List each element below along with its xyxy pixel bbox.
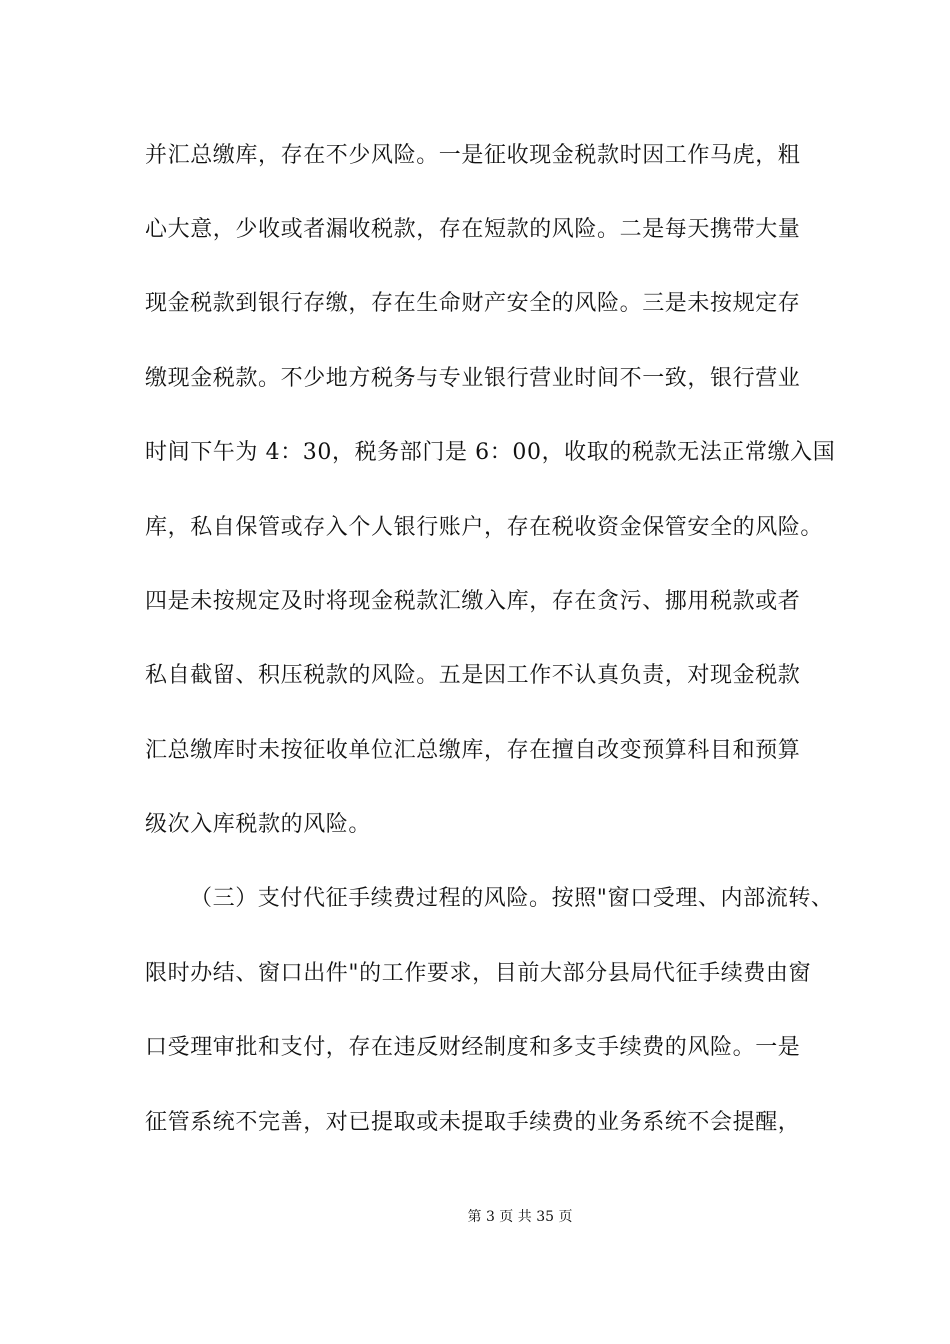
body-text-line: 汇总缴库时未按征收单位汇总缴库，存在擅自改变预算科目和预算 xyxy=(145,738,801,763)
body-text-line: 征管系统不完善，对已提取或未提取手续费的业务系统不会提醒， xyxy=(145,1110,801,1135)
section-heading-line: （三）支付代征手续费过程的风险。按照"窗口受理、内部流转、 xyxy=(190,886,834,911)
body-text-line: 四是未按规定及时将现金税款汇缴入库，存在贪污、挪用税款或者 xyxy=(145,589,801,614)
body-text-line: 私自截留、积压税款的风险。五是因工作不认真负责，对现金税款 xyxy=(145,663,801,688)
body-text-line: 级次入库税款的风险。 xyxy=(145,812,372,837)
body-text-line: 心大意，少收或者漏收税款，存在短款的风险。二是每天携带大量 xyxy=(145,217,801,242)
body-text-line: 缴现金税款。不少地方税务与专业银行营业时间不一致，银行营业 xyxy=(145,366,801,391)
page-number-footer: 第 3 页 共 35 页 xyxy=(467,1209,573,1225)
body-text-line: 并汇总缴库，存在不少风险。一是征收现金税款时因工作马虎，粗 xyxy=(145,143,801,168)
body-text-line: 限时办结、窗口出件"的工作要求，目前大部分县局代征手续费由窗 xyxy=(145,961,812,986)
body-text-line: 现金税款到银行存缴，存在生命财产安全的风险。三是未按规定存 xyxy=(145,291,801,316)
body-text-line: 口受理审批和支付，存在违反财经制度和多支手续费的风险。一是 xyxy=(145,1035,801,1060)
body-text-line: 库，私自保管或存入个人银行账户，存在税收资金保管安全的风险。 xyxy=(145,515,824,540)
body-text-line: 时间下午为 4：30，税务部门是 6：00，收取的税款无法正常缴入国 xyxy=(145,440,836,465)
